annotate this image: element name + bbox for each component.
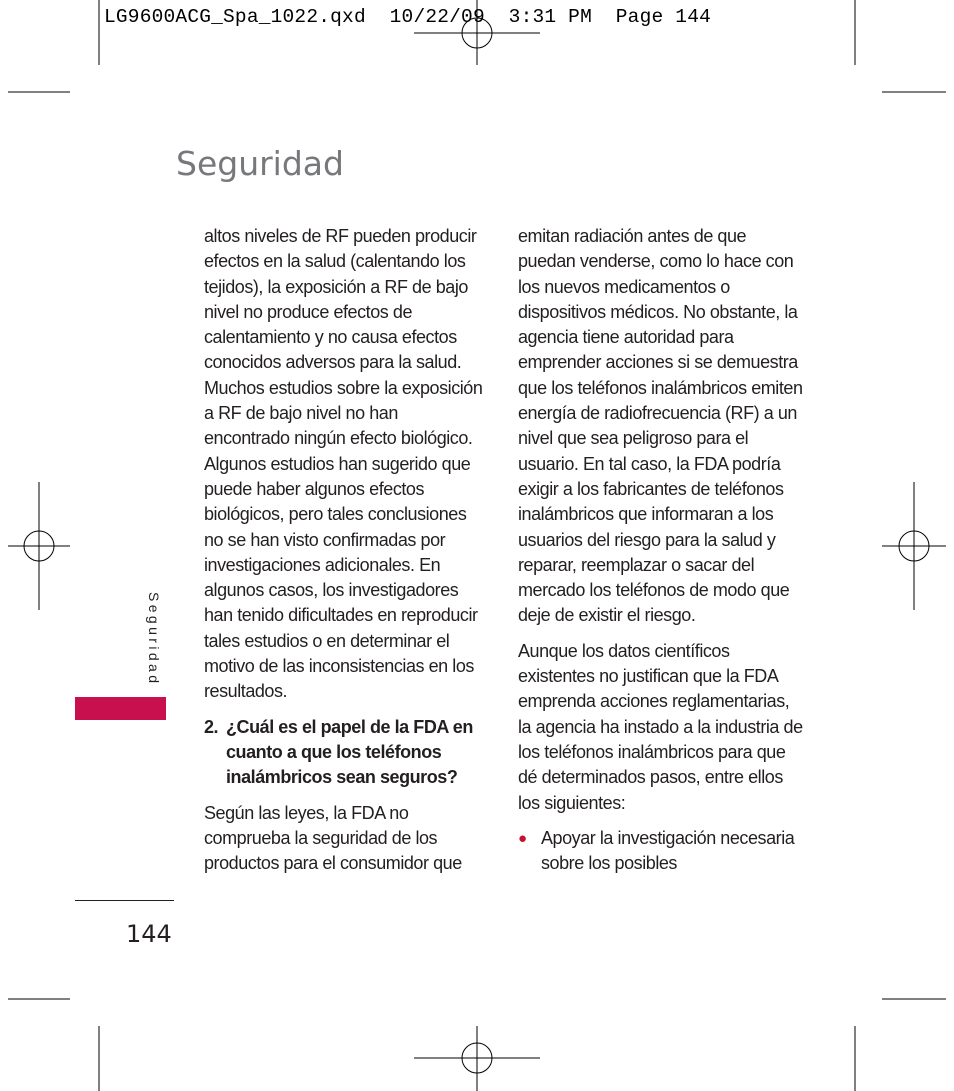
registration-mark-left <box>8 482 70 610</box>
bullet-text: Apoyar la investigación necesaria sobre los posibles <box>541 827 795 874</box>
left-column <box>204 224 484 886</box>
left-paragraph-1: altos niveles de RF pueden producir efectos en la salud (calentando los tejidos), la exposición a RF de bajo nivel no produce efectos de calentamiento y no causa efectos conocidos adversos para la salud. Muchos estudios sobre la exposición a RF de bajo nivel no han encontrado ningún efecto biológico. Algunos estudios han sugerido que puede haber algunos efectos biológicos, pero tales conclusiones no se han visto confirmadas por investigaciones adicionales. En algunos casos, los investigadores han tenido dificultades en reproducir tales estudios o en determinar el motivo de las inconsistencias en los resultados. <box>204 226 483 702</box>
page-title: Seguridad <box>176 144 344 183</box>
slug-line: LG9600ACG_Spa_1022.qxd 10/22/09 3:31 PM Page 144 <box>104 6 711 28</box>
page-number: 144 <box>126 920 172 948</box>
side-tab-label: Seguridad <box>146 592 162 687</box>
registration-mark-bottom <box>414 1026 540 1091</box>
question-text: ¿Cuál es el papel de la FDA en cuanto a que los teléfonos inalámbricos sean seguros? <box>226 716 473 788</box>
page-number-rule <box>75 900 174 901</box>
section-tab-marker <box>75 697 166 720</box>
left-paragraph-2: Según las leyes, la FDA no comprueba la seguridad de los productos para el consumidor que <box>204 802 462 874</box>
bullet-item <box>518 826 804 877</box>
question-heading <box>204 715 484 791</box>
question-number: 2. <box>204 716 219 737</box>
right-paragraph-2: Aunque los datos científicos existentes no justifican que la FDA emprenda acciones reglamentarias, la agencia ha instado a la industria de los teléfonos inalámbricos para que dé determinados pasos, entre ellos los siguientes: <box>518 640 803 813</box>
registration-mark-right <box>882 482 946 610</box>
right-column <box>518 224 804 876</box>
right-paragraph-1: emitan radiación antes de que puedan venderse, como lo hace con los nuevos medicamentos o dispositivos médicos. No obstante, la agencia tiene autoridad para emprender acciones si se demuestra que los teléfonos inalámbricos emiten energía de radiofrecuencia (RF) a un nivel que sea peligroso para el usuario. En tal caso, la FDA podría exigir a los fabricantes de teléfonos inalámbricos que informaran a los usuarios del riesgo para la salud y reparar, reemplazar o sacar del mercado los teléfonos de modo que deje de existir el riesgo. <box>518 226 803 626</box>
bullet-dot-icon: ● <box>518 829 527 847</box>
